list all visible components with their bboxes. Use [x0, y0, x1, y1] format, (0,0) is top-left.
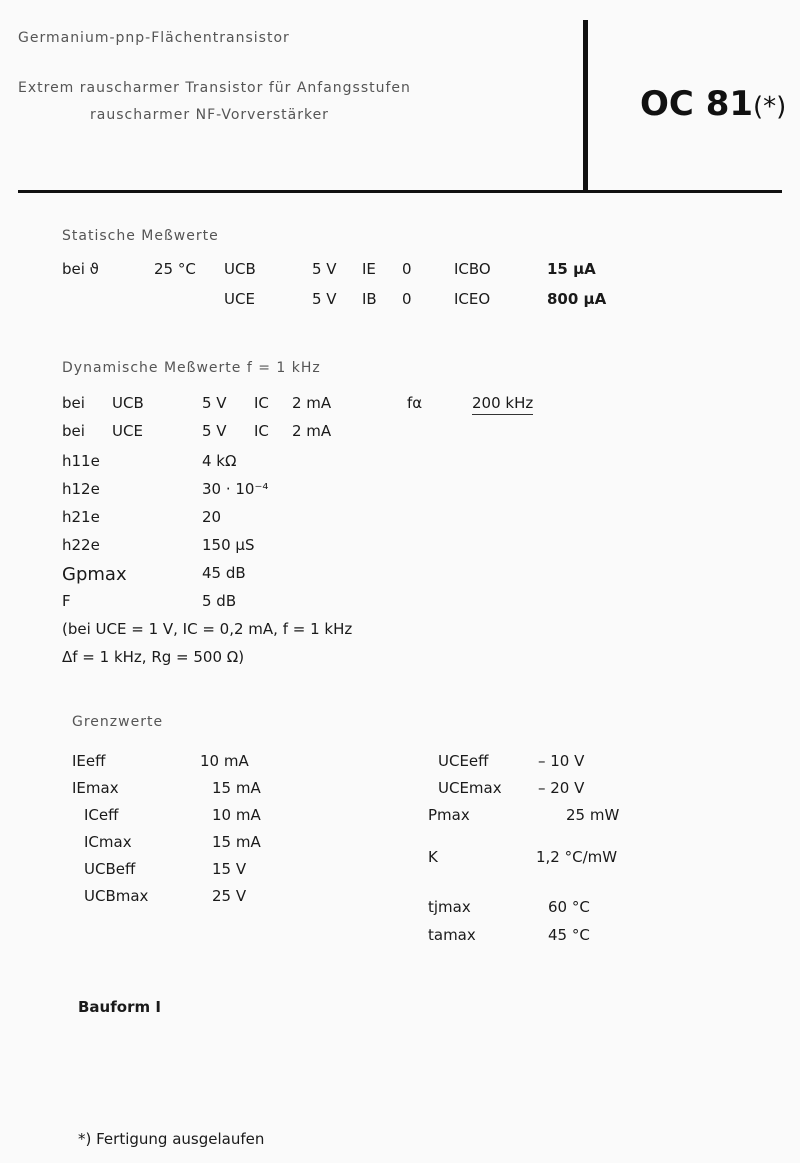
limit-value: 15 V — [212, 860, 247, 878]
cond-fval: 200 kHz — [472, 394, 533, 415]
limit-value: 1,2 °C/mW — [536, 848, 618, 866]
dynamic-title: Dynamische Meßwerte f = 1 kHz — [62, 360, 321, 376]
cond-uval: 5 V — [202, 422, 227, 440]
limit-value: 45 °C — [548, 926, 590, 944]
param-name: h11e — [62, 452, 100, 470]
limit-name: tjmax — [428, 898, 471, 916]
static-label: bei ϑ — [62, 260, 99, 278]
header-vertical-rule — [583, 20, 588, 192]
bauform: Bauform I — [78, 998, 161, 1016]
limit-value: 25 mW — [566, 806, 620, 824]
static-cond4: IB — [362, 290, 377, 308]
param-value: 45 dB — [202, 564, 246, 582]
dynamic-cond-d: Δf = 1 kHz, Rg = 500 Ω) — [62, 648, 245, 666]
dynamic-cond-c: (bei UCE = 1 V, IC = 0,2 mA, f = 1 kHz — [62, 620, 353, 638]
param-name: h22e — [62, 536, 100, 554]
param-name: h21e — [62, 508, 100, 526]
type-code-main: OC 81 — [640, 84, 754, 124]
limit-name: IEeff — [72, 752, 106, 770]
limit-value: 15 mA — [212, 779, 261, 797]
limit-value: 25 V — [212, 887, 247, 905]
cond-u: UCE — [112, 422, 143, 440]
param-value: 4 kΩ — [202, 452, 237, 470]
limit-name: UCBmax — [84, 887, 149, 905]
param-value: 20 — [202, 508, 222, 526]
limit-name: UCEeff — [438, 752, 489, 770]
static-cond1: 25 °C — [154, 260, 196, 278]
limit-name: UCBeff — [84, 860, 136, 878]
limit-value: 60 °C — [548, 898, 590, 916]
limit-value: 15 mA — [212, 833, 261, 851]
limit-name: UCEmax — [438, 779, 502, 797]
param-value: 30 · 10⁻⁴ — [202, 480, 269, 498]
param-value: 150 μS — [202, 536, 255, 554]
param-name: Gpmax — [62, 564, 127, 585]
limit-value: 10 mA — [200, 752, 249, 770]
header-line-1: Germanium-pnp-Flächentransistor — [18, 30, 290, 46]
type-code-suffix: (*) — [753, 92, 787, 122]
static-cond5: 0 — [402, 290, 412, 308]
limit-name: IEmax — [72, 779, 119, 797]
cond-prefix: bei — [62, 394, 85, 412]
static-cond3: 5 V — [312, 260, 337, 278]
limit-value: 10 mA — [212, 806, 261, 824]
cond-i: IC — [254, 394, 269, 412]
header-line-3: rauscharmer NF-Vorverstärker — [90, 107, 329, 123]
param-name: F — [62, 592, 71, 610]
limit-value: – 20 V — [538, 779, 585, 797]
cond-uval: 5 V — [202, 394, 227, 412]
static-title: Statische Meßwerte — [62, 228, 219, 244]
limit-name: ICeff — [84, 806, 119, 824]
cond-u: UCB — [112, 394, 144, 412]
limit-name: Pmax — [428, 806, 470, 824]
limit-name: K — [428, 848, 438, 866]
limit-name: tamax — [428, 926, 476, 944]
cond-prefix: bei — [62, 422, 85, 440]
header-rule — [18, 190, 782, 193]
type-code — [640, 84, 786, 124]
static-value: 15 μA — [547, 260, 596, 278]
static-param: ICBO — [454, 260, 491, 278]
cond-ival: 2 mA — [292, 422, 332, 440]
cond-i: IC — [254, 422, 269, 440]
cond-f: fα — [407, 394, 423, 412]
static-cond2: UCB — [224, 260, 256, 278]
header-line-2: Extrem rauscharmer Transistor für Anfangsstufen — [18, 80, 411, 96]
param-name: h12e — [62, 480, 100, 498]
footnote: *) Fertigung ausgelaufen — [78, 1130, 265, 1148]
static-param: ICEO — [454, 290, 491, 308]
limit-value: – 10 V — [538, 752, 585, 770]
static-cond5: 0 — [402, 260, 412, 278]
limit-name: ICmax — [84, 833, 132, 851]
static-cond2: UCE — [224, 290, 255, 308]
limits-title: Grenzwerte — [72, 714, 164, 730]
static-value: 800 μA — [547, 290, 607, 308]
param-value: 5 dB — [202, 592, 237, 610]
static-cond3: 5 V — [312, 290, 337, 308]
static-cond4: IE — [362, 260, 376, 278]
cond-ival: 2 mA — [292, 394, 332, 412]
